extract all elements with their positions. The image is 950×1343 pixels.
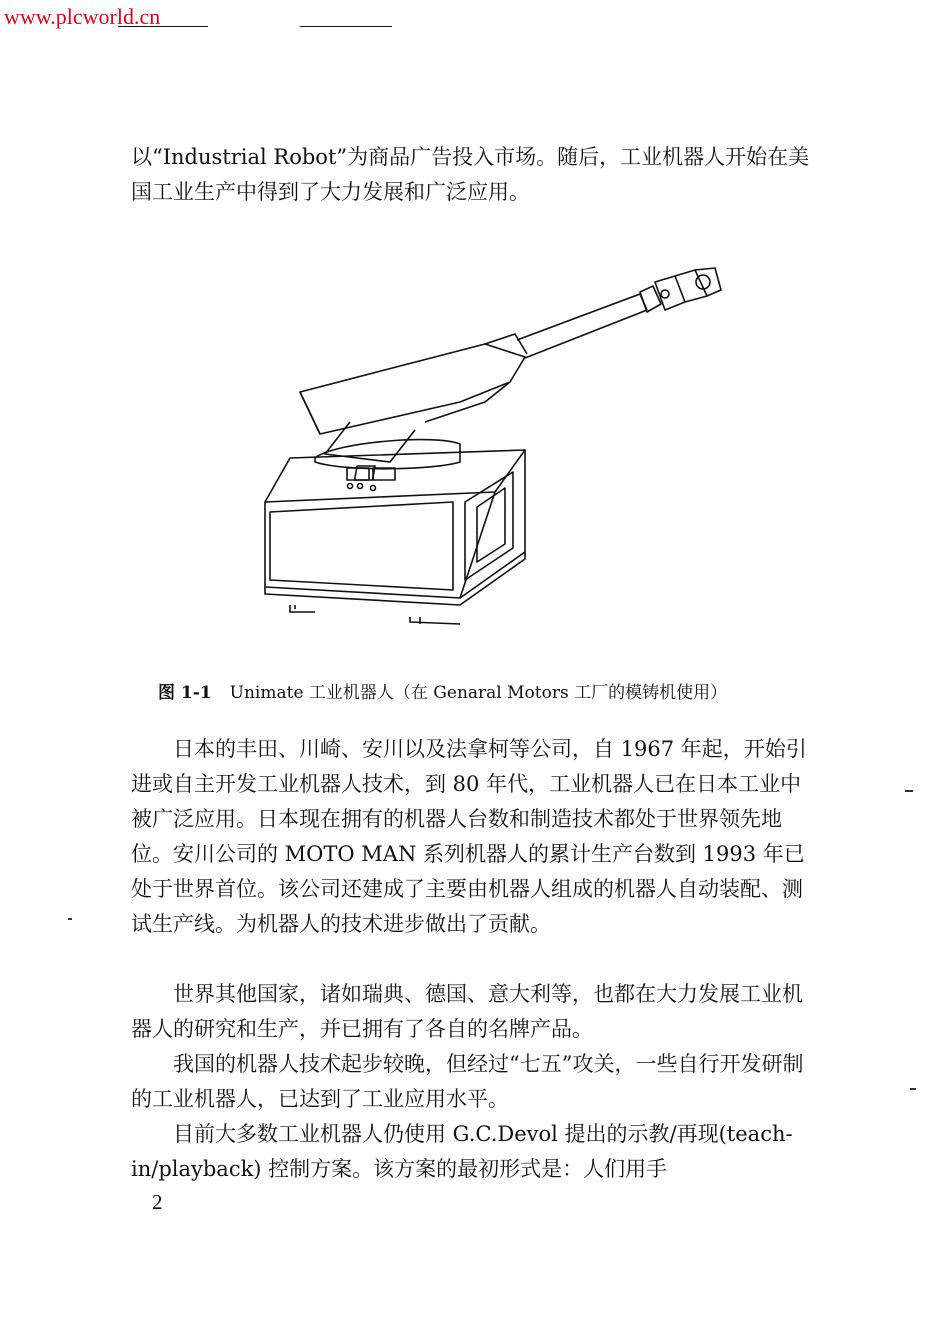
header-rule: [118, 26, 208, 27]
paragraph-china: 我国的机器人技术起步较晚，但经过“七五”攻关，一些自行开发研制的工业机器人，已达到了工业应用水平。: [131, 1052, 804, 1111]
scan-speck: [68, 918, 72, 920]
header-rule: [300, 26, 392, 27]
page-number: 2: [152, 1190, 163, 1214]
paragraph-world: 世界其他国家，诸如瑞典、德国、意大利等，也都在大力发展工业机器人的研究和生产，并已拥有了各自的名牌产品。: [131, 982, 803, 1041]
site-watermark: www.plcworld.cn: [4, 4, 161, 29]
paragraph-japan: 日本的丰田、川崎、安川以及法拿柯等公司，自 1967 年起，开始引进或自主开发工业机器人技术，到 80 年代，工业机器人已在日本工业中被广泛应用。日本现在拥有的机器人台数和制造技术都处于世界领先地位。安川公司的 MOTO MAN 系列机器人的累计生产台数到 1993 年已处于世界首位。该公司还建成了主要由机器人组成的机器人自动装配、测试生产线。为机器人的技术进步做出了贡献。: [131, 737, 807, 936]
paragraph-teach-playback: 目前大多数工业机器人仍使用 G.C.Devol 提出的示教/再现(teach-in/playback) 控制方案。该方案的最初形式是：人们用手: [131, 1122, 793, 1181]
scan-speck: [910, 1088, 916, 1090]
unimate-robot-illustration: [255, 262, 735, 642]
figure-number: 图 1-1: [158, 683, 212, 703]
paragraph-intro: 以“Industrial Robot”为商品广告投入市场。随后，工业机器人开始在美国工业生产中得到了大力发展和广泛应用。: [131, 145, 810, 204]
figure-caption: [158, 678, 727, 703]
figure-caption-text: Unimate 工业机器人（在 Genaral Motors 工厂的模铸机使用）: [229, 683, 728, 703]
scan-speck: [905, 790, 913, 792]
